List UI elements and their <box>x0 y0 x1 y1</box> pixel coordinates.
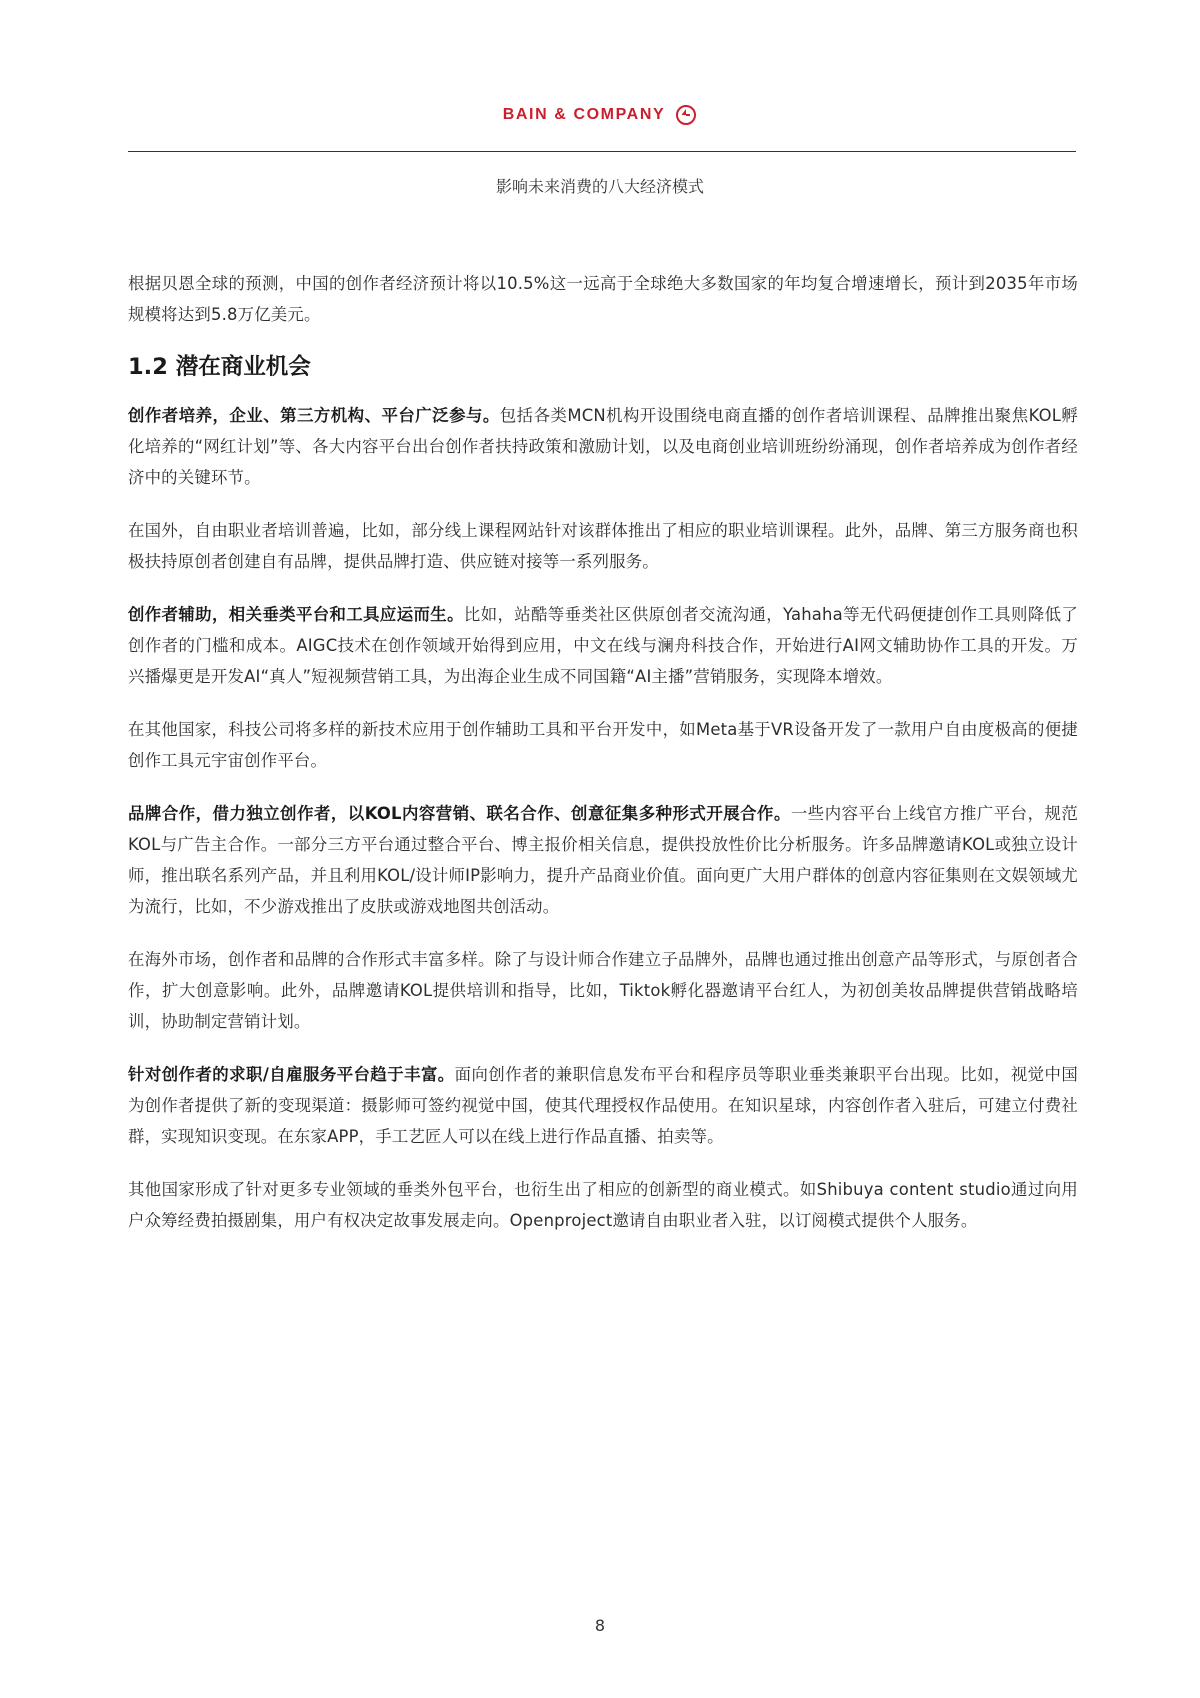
intro-paragraph <box>128 268 1078 330</box>
paragraph-body: 在其他国家，科技公司将多样的新技术应用于创作辅助工具和平台开发中，如Meta基于VR设备开发了一款用户自由度极高的便捷创作工具元宇宙创作平台。 <box>128 720 1078 770</box>
paragraph-body: 面向创作者的兼职信息发布平台和程序员等职业垂类兼职平台出现。比如，视觉中国为创作者提供了新的变现渠道：摄影师可签约视觉中国，使其代理授权作品使用。在知识星球，内容创作者入驻后，可建立付费社群，实现知识变现。在东家APP，手工艺匠人可以在线上进行作品直播、拍卖等。 <box>128 1065 1078 1146</box>
paragraph-body: 比如，站酷等垂类社区供原创者交流沟通，Yahaha等无代码便捷创作工具则降低了创作者的门槛和成本。AIGC技术在创作领域开始得到应用，中文在线与澜舟科技合作，开始进行AI网文辅助协作工具的开发。万兴播爆更是开发AI“真人”短视频营销工具，为出海企业生成不同国籍“AI主播”营销服务，实现降本增效。 <box>128 605 1078 686</box>
paragraph-brand-cooperation <box>128 798 1078 922</box>
intro-text: 根据贝恩全球的预测，中国的创作者经济预计将以10.5%这一远高于全球绝大多数国家的年均复合增速增长，预计到2035年市场规模将达到5.8万亿美元。 <box>128 274 1078 324</box>
paragraph-body: 其他国家形成了针对更多专业领域的垂类外包平台，也衍生出了相应的创新型的商业模式。如Shibuya content studio通过向用户众筹经费拍摄剧集，用户有权决定故事发展走向。Openproject邀请自由职业者入驻，以订阅模式提供个人服务。 <box>128 1180 1078 1230</box>
document-title: 影响未来消费的八大经济模式 <box>495 177 704 196</box>
header-divider <box>128 151 1076 152</box>
paragraph-lead: 针对创作者的求职/自雇服务平台趋于丰富。 <box>128 1065 455 1084</box>
paragraph-lead: 创作者培养，企业、第三方机构、平台广泛参与。 <box>128 406 500 425</box>
paragraph-body: 一些内容平台上线官方推广平台，规范KOL与广告主合作。一部分三方平台通过整合平台、博主报价相关信息，提供投放性价比分析服务。许多品牌邀请KOL或独立设计师，推出联名系列产品，并且利用KOL/设计师IP影响力，提升产品商业价值。面向更广大用户群体的创意内容征集则在文娱领域尤为流行，比如，不少游戏推出了皮肤或游戏地图共创活动。 <box>128 804 1078 916</box>
brand-logo-text: BAIN & COMPANY <box>502 106 666 123</box>
page-number: 8 <box>594 1616 606 1635</box>
paragraph-creator-tools <box>128 599 1078 692</box>
section-heading: 1.2 潜在商业机会 <box>128 354 311 380</box>
paragraph-overseas-platforms <box>128 1174 1078 1236</box>
paragraph-job-platforms <box>128 1059 1078 1152</box>
page-content <box>128 268 1078 1258</box>
paragraph-creator-training <box>128 400 1078 493</box>
bain-clock-logo-icon <box>675 104 697 126</box>
brand-header <box>0 104 1200 126</box>
paragraph-body: 包括各类MCN机构开设围绕电商直播的创作者培训课程、品牌推出聚焦KOL孵化培养的“网红计划”等、各大内容平台出台创作者扶持政策和激励计划，以及电商创业培训班纷纷涌现，创作者培养成为创作者经济中的关键环节。 <box>128 406 1078 487</box>
paragraph-overseas-training <box>128 515 1078 577</box>
paragraph-body: 在海外市场，创作者和品牌的合作形式丰富多样。除了与设计师合作建立子品牌外，品牌也通过推出创意产品等形式，与原创者合作，扩大创意影响。此外，品牌邀请KOL提供培训和指导，比如，Tiktok孵化器邀请平台红人，为初创美妆品牌提供营销战略培训，协助制定营销计划。 <box>128 950 1078 1031</box>
paragraph-lead: 品牌合作，借力独立创作者，以KOL内容营销、联名合作、创意征集多种形式开展合作。 <box>128 804 791 823</box>
paragraph-overseas-tools <box>128 714 1078 776</box>
paragraph-overseas-brand <box>128 944 1078 1037</box>
paragraph-lead: 创作者辅助，相关垂类平台和工具应运而生。 <box>128 605 464 624</box>
paragraph-body: 在国外，自由职业者培训普遍，比如，部分线上课程网站针对该群体推出了相应的职业培训课程。此外，品牌、第三方服务商也积极扶持原创者创建自有品牌，提供品牌打造、供应链对接等一系列服务。 <box>128 521 1078 571</box>
